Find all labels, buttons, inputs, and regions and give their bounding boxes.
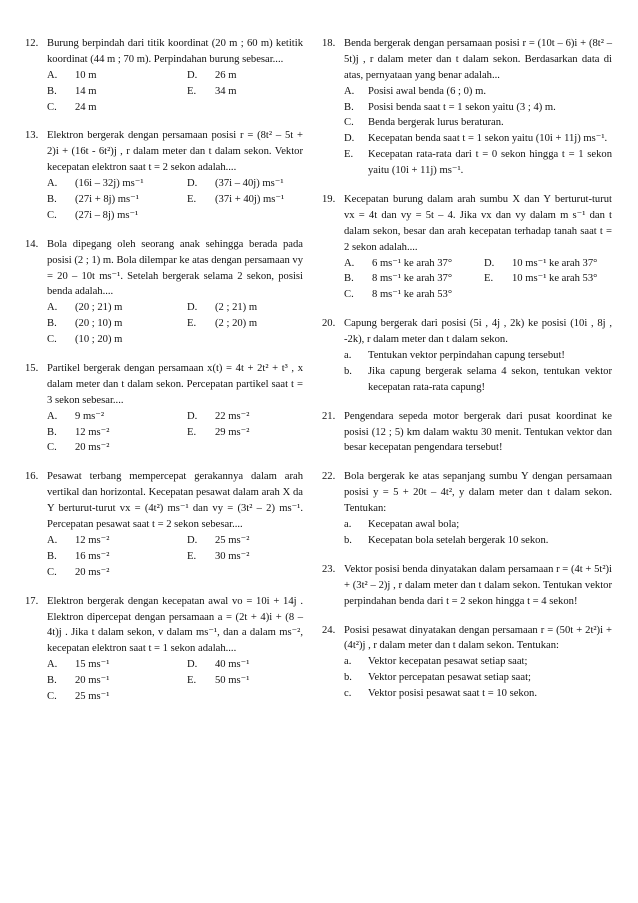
answer-option xyxy=(187,192,303,208)
option-letter: D. xyxy=(187,410,198,422)
item-letter: a. xyxy=(344,350,352,362)
answer-option xyxy=(47,208,187,224)
item-letter: c. xyxy=(344,688,352,700)
option-text: (27i – 8j) ms⁻¹ xyxy=(75,209,139,221)
question-stem: Elektron bergerak dengan kecepatan awal vo = 10i + 14j . Elektron dipercepat dengan persamaan a = (2t + 4)i + (8 – 4t)j . Jika t dalam sekon, v dalam ms⁻¹, dan a dalam ms⁻², kecepatan elektron saat t = 1 sekon adalah.... xyxy=(47,595,303,655)
answer-option xyxy=(187,316,303,332)
question-stem: Kecepatan burung dalam arah sumbu X dan Y berturut-turut vx = 4t dan vy = 5t – 4. Jika vx dan vy dalam m s⁻¹ dan t dalam sekon, besar dan arah kecepatan terhadap tanah saat t = 2 sekon adalah.... xyxy=(344,194,612,253)
answer-option xyxy=(47,689,187,705)
option-text: 29 ms⁻² xyxy=(215,426,250,438)
option-text: (20 ; 10) m xyxy=(75,318,123,330)
answer-option xyxy=(187,533,303,549)
question-stem: Burung berpindah dari titik koordinat (20 m ; 60 m) ketitik koordinat (44 m ; 70 m). Perpindahan burung sebesar.... xyxy=(47,38,303,65)
question-number: 15. xyxy=(25,363,39,375)
option-text: 34 m xyxy=(215,85,237,97)
option-text: 14 m xyxy=(75,85,97,97)
option-text: 15 ms⁻¹ xyxy=(75,659,110,671)
option-letter: E. xyxy=(187,318,197,330)
item-letter: b. xyxy=(344,365,352,377)
item-letter: a. xyxy=(344,519,352,531)
option-letter: A. xyxy=(47,302,58,314)
answer-option xyxy=(187,673,303,689)
option-text: 50 ms⁻¹ xyxy=(215,675,250,687)
option-text: (20 ; 21) m xyxy=(75,302,123,314)
option-text: 12 ms⁻² xyxy=(75,534,110,546)
option-text: (10 ; 20) m xyxy=(75,334,123,346)
option-text: (2 ; 20) m xyxy=(215,318,258,330)
option-letter: D. xyxy=(187,534,198,546)
item-text: Benda bergerak lurus beraturan. xyxy=(368,117,504,129)
answer-option xyxy=(187,549,303,565)
option-text: (2 ; 21) m xyxy=(215,302,258,314)
option-letter: C. xyxy=(47,690,57,702)
option-letter: D. xyxy=(187,178,198,190)
question-number: 14. xyxy=(25,238,39,250)
answer-options xyxy=(344,256,612,304)
question xyxy=(322,623,612,702)
question xyxy=(322,562,612,610)
question-number: 24. xyxy=(322,624,336,636)
question-row xyxy=(322,409,612,457)
option-letter: B. xyxy=(47,194,57,206)
answer-option xyxy=(187,68,303,84)
answer-options xyxy=(47,68,303,116)
question-stem: Bola bergerak ke atas sepanjang sumbu Y dengan persamaan posisi y = 5 + 20t – 4t², y dalam meter dan t dalam sekon. Tentukan: xyxy=(344,471,612,515)
option-letter: B. xyxy=(47,550,57,562)
question-number: 16. xyxy=(25,471,39,483)
option-letter: D. xyxy=(187,659,198,671)
item-list xyxy=(344,348,612,396)
option-letter: C. xyxy=(47,101,57,113)
option-text: 20 ms⁻² xyxy=(75,442,110,454)
question-number: 18. xyxy=(322,38,336,49)
option-letter: C. xyxy=(47,442,57,454)
question-row xyxy=(322,469,612,517)
answer-option xyxy=(187,657,303,673)
option-text: (27i + 8j) ms⁻¹ xyxy=(75,194,139,206)
answer-option xyxy=(187,300,303,316)
option-text: 16 ms⁻² xyxy=(75,550,110,562)
item-letter: b. xyxy=(344,534,352,546)
item-letter: D. xyxy=(344,133,355,145)
question-stem: Bola dipegang oleh seorang anak sehingga berada pada posisi (2 ; 1) m. Bola dilempar ke atas dengan persamaan vy = 20 – 10t ms⁻¹. Setelah bergerak selama 2 sekon, posisi benda adalah.... xyxy=(47,238,303,298)
answer-option xyxy=(47,100,187,116)
question-row xyxy=(322,192,612,256)
answer-option xyxy=(47,332,187,348)
option-letter: D. xyxy=(484,257,495,269)
question-number: 22. xyxy=(322,471,336,483)
item-text: Posisi benda saat t = 1 sekon yaitu (3 ; 4) m. xyxy=(368,101,556,113)
question xyxy=(25,36,303,115)
question xyxy=(25,469,303,580)
question-row xyxy=(25,128,303,176)
option-text: 8 ms⁻¹ ke arah 53° xyxy=(372,289,453,301)
question-number: 19. xyxy=(322,194,336,206)
answer-option xyxy=(344,287,484,303)
option-letter: A. xyxy=(47,534,58,546)
question xyxy=(25,237,303,348)
answer-option xyxy=(47,84,187,100)
option-text: 30 ms⁻² xyxy=(215,550,250,562)
option-text: 20 ms⁻¹ xyxy=(75,675,110,687)
answer-option xyxy=(47,409,187,425)
option-letter: D. xyxy=(187,69,198,81)
option-text: 20 ms⁻² xyxy=(75,566,110,578)
answer-option xyxy=(47,176,187,192)
option-text: 10 m xyxy=(75,69,97,81)
answer-option xyxy=(344,256,484,272)
option-letter: A. xyxy=(47,659,58,671)
option-text: 24 m xyxy=(75,101,97,113)
list-item xyxy=(344,348,612,364)
question xyxy=(322,409,612,457)
option-text: 26 m xyxy=(215,69,237,81)
option-text: 6 ms⁻¹ ke arah 37° xyxy=(372,257,453,269)
question-stem: Pengendara sepeda motor bergerak dari pusat koordinat ke posisi (12 ; 5) km dalam waktu 30 menit. Tentukan vektor dan besar kecepatan pengendara tersebut! xyxy=(344,410,612,454)
list-item xyxy=(344,131,612,147)
question-number: 23. xyxy=(322,563,336,575)
right-column xyxy=(322,36,612,715)
answer-option xyxy=(47,300,187,316)
question-number: 13. xyxy=(25,130,39,142)
option-text: 12 ms⁻² xyxy=(75,426,110,438)
option-text: 9 ms⁻² xyxy=(75,410,105,422)
list-item xyxy=(344,533,612,549)
option-letter: B. xyxy=(47,426,57,438)
item-text: Vektor percepatan pesawat setiap saat; xyxy=(368,672,531,684)
option-text: 22 ms⁻² xyxy=(215,410,250,422)
question-number: 12. xyxy=(25,38,39,49)
question-stem: Partikel bergerak dengan persamaan x(t) = 4t + 2t² + t³ , x dalam meter dan t dalam sekon. Percepatan partikel saat t = 3 sekon sebesar.... xyxy=(47,363,303,406)
question-stem: Vektor posisi benda dinyatakan dalam persamaan r = (4t + 5t²)i + (3t² – 2)j , r dalam meter dan t dalam sekon. Tentukan vektor perpindahan benda dari t = 2 sekon hingga t = 4 sekon! xyxy=(344,563,612,607)
answer-option xyxy=(47,425,187,441)
question-row xyxy=(25,36,303,68)
question xyxy=(322,192,612,303)
option-letter: E. xyxy=(187,550,197,562)
question-row xyxy=(25,361,303,409)
question-stem: Benda bergerak dengan persamaan posisi r = (10t – 6)i + (8t² – 5t)j , r dalam meter dan t dalam sekon. Berdasarkan data di atas, pernyataan yang benar adalah... xyxy=(344,38,612,81)
list-item xyxy=(344,686,612,702)
item-letter: A. xyxy=(344,85,355,97)
option-letter: A. xyxy=(47,178,58,190)
item-text: Tentukan vektor perpindahan capung tersebut! xyxy=(368,350,565,362)
answer-options xyxy=(47,409,303,457)
question-row xyxy=(25,237,303,301)
answer-option xyxy=(47,192,187,208)
left-column xyxy=(25,36,303,718)
option-letter: E. xyxy=(484,273,494,285)
item-text: Kecepatan rata-rata dari t = 0 sekon hingga t = 1 sekon yaitu (10i + 11j) ms⁻¹. xyxy=(368,149,612,177)
option-letter: E. xyxy=(187,675,197,687)
answer-option xyxy=(187,409,303,425)
list-item xyxy=(344,115,612,131)
option-letter: C. xyxy=(47,209,57,221)
option-text: (37i – 40j) ms⁻¹ xyxy=(215,178,284,190)
item-text: Kecepatan benda saat t = 1 sekon yaitu (10i + 11j) ms⁻¹. xyxy=(368,133,608,145)
option-letter: A. xyxy=(344,257,355,269)
option-letter: A. xyxy=(47,69,58,81)
item-text: Posisi awal benda (6 ; 0) m. xyxy=(368,85,486,97)
item-list xyxy=(344,654,612,702)
option-letter: B. xyxy=(47,675,57,687)
item-letter: C. xyxy=(344,117,354,129)
item-text: Kecepatan bola setelah bergerak 10 sekon. xyxy=(368,534,549,546)
option-text: 40 ms⁻¹ xyxy=(215,659,250,671)
option-letter: E. xyxy=(187,194,197,206)
question-number: 20. xyxy=(322,318,336,330)
answer-option xyxy=(187,425,303,441)
option-text: 10 ms⁻¹ ke arah 37° xyxy=(512,257,598,269)
list-item xyxy=(344,147,612,179)
option-letter: D. xyxy=(187,302,198,314)
answer-option xyxy=(344,271,484,287)
item-text: Kecepatan awal bola; xyxy=(368,519,460,531)
question-stem: Pesawat terbang mempercepat gerakannya dalam arah vertikal dan horizontal. Kecepatan pesawat dalam arah X da Y berturut-turut vx = (4t²) ms⁻¹ dan vy = (3t² – 2) ms⁻¹. Percepatan pesawat saat t = 2 sekon sebesar.... xyxy=(47,471,303,531)
option-letter: B. xyxy=(344,273,354,285)
question-row xyxy=(322,623,612,655)
answer-option xyxy=(47,565,187,581)
answer-option xyxy=(484,271,612,287)
option-text: 25 ms⁻¹ xyxy=(75,690,110,702)
answer-option xyxy=(47,440,187,456)
question xyxy=(322,36,612,179)
item-text: Vektor posisi pesawat saat t = 10 sekon. xyxy=(368,688,537,700)
option-letter: B. xyxy=(47,318,57,330)
item-text: Jika capung bergerak selama 4 sekon, tentukan vektor kecepatan rata-rata capung! xyxy=(368,365,612,393)
option-letter: C. xyxy=(47,566,57,578)
answer-option xyxy=(47,316,187,332)
answer-options xyxy=(47,300,303,348)
question-row xyxy=(322,316,612,348)
answer-option xyxy=(47,549,187,565)
answer-option xyxy=(47,657,187,673)
option-text: (37i + 40j) ms⁻¹ xyxy=(215,194,285,206)
item-letter: E. xyxy=(344,149,354,161)
answer-option xyxy=(187,176,303,192)
option-text: 8 ms⁻¹ ke arah 37° xyxy=(372,273,453,285)
option-text: 25 ms⁻² xyxy=(215,534,250,546)
item-text: Vektor kecepatan pesawat setiap saat; xyxy=(368,656,528,668)
option-text: (16i – 32j) ms⁻¹ xyxy=(75,178,144,190)
question xyxy=(25,594,303,705)
question-stem: Capung bergerak dari posisi (5i , 4j , 2k) ke posisi (10i , 8j , -2k), r dalam meter dan t dalam sekon. xyxy=(344,318,612,346)
question xyxy=(322,469,612,548)
question-number: 21. xyxy=(322,410,336,422)
answer-option xyxy=(47,533,187,549)
answer-option xyxy=(484,256,612,272)
question xyxy=(25,128,303,223)
item-letter: B. xyxy=(344,101,354,113)
item-letter: b. xyxy=(344,672,352,684)
option-letter: E. xyxy=(187,426,197,438)
answer-options xyxy=(47,533,303,581)
question-number: 17. xyxy=(25,595,39,607)
question xyxy=(322,316,612,395)
option-letter: E. xyxy=(187,85,197,97)
item-list xyxy=(344,84,612,179)
answer-option xyxy=(47,68,187,84)
question-stem: Elektron bergerak dengan persamaan posisi r = (8t² – 5t + 2)i + (16t - 6t²)j , r dalam meter dan t dalam sekon. Vektor kecepatan elektron saat t = 2 sekon adalah.... xyxy=(47,130,303,174)
list-item xyxy=(344,670,612,686)
option-letter: C. xyxy=(344,289,354,301)
question-row xyxy=(322,562,612,610)
list-item xyxy=(344,100,612,116)
list-item xyxy=(344,364,612,396)
list-item xyxy=(344,517,612,533)
answer-options xyxy=(47,657,303,705)
list-item xyxy=(344,654,612,670)
item-list xyxy=(344,517,612,549)
answer-option xyxy=(47,673,187,689)
option-letter: A. xyxy=(47,410,58,422)
question-row xyxy=(25,469,303,533)
question xyxy=(25,361,303,456)
question-row xyxy=(322,36,612,84)
option-text: 10 ms⁻¹ ke arah 53° xyxy=(512,273,598,285)
option-letter: B. xyxy=(47,85,57,97)
answer-options xyxy=(47,176,303,224)
question-row xyxy=(25,594,303,658)
question-stem: Posisi pesawat dinyatakan dengan persamaan r = (50t + 2t²)i + (4t²)j , r dalam meter dan t dalam sekon. Tentukan: xyxy=(344,624,612,652)
answer-option xyxy=(187,84,303,100)
item-letter: a. xyxy=(344,656,352,668)
option-letter: C. xyxy=(47,334,57,346)
list-item xyxy=(344,84,612,100)
